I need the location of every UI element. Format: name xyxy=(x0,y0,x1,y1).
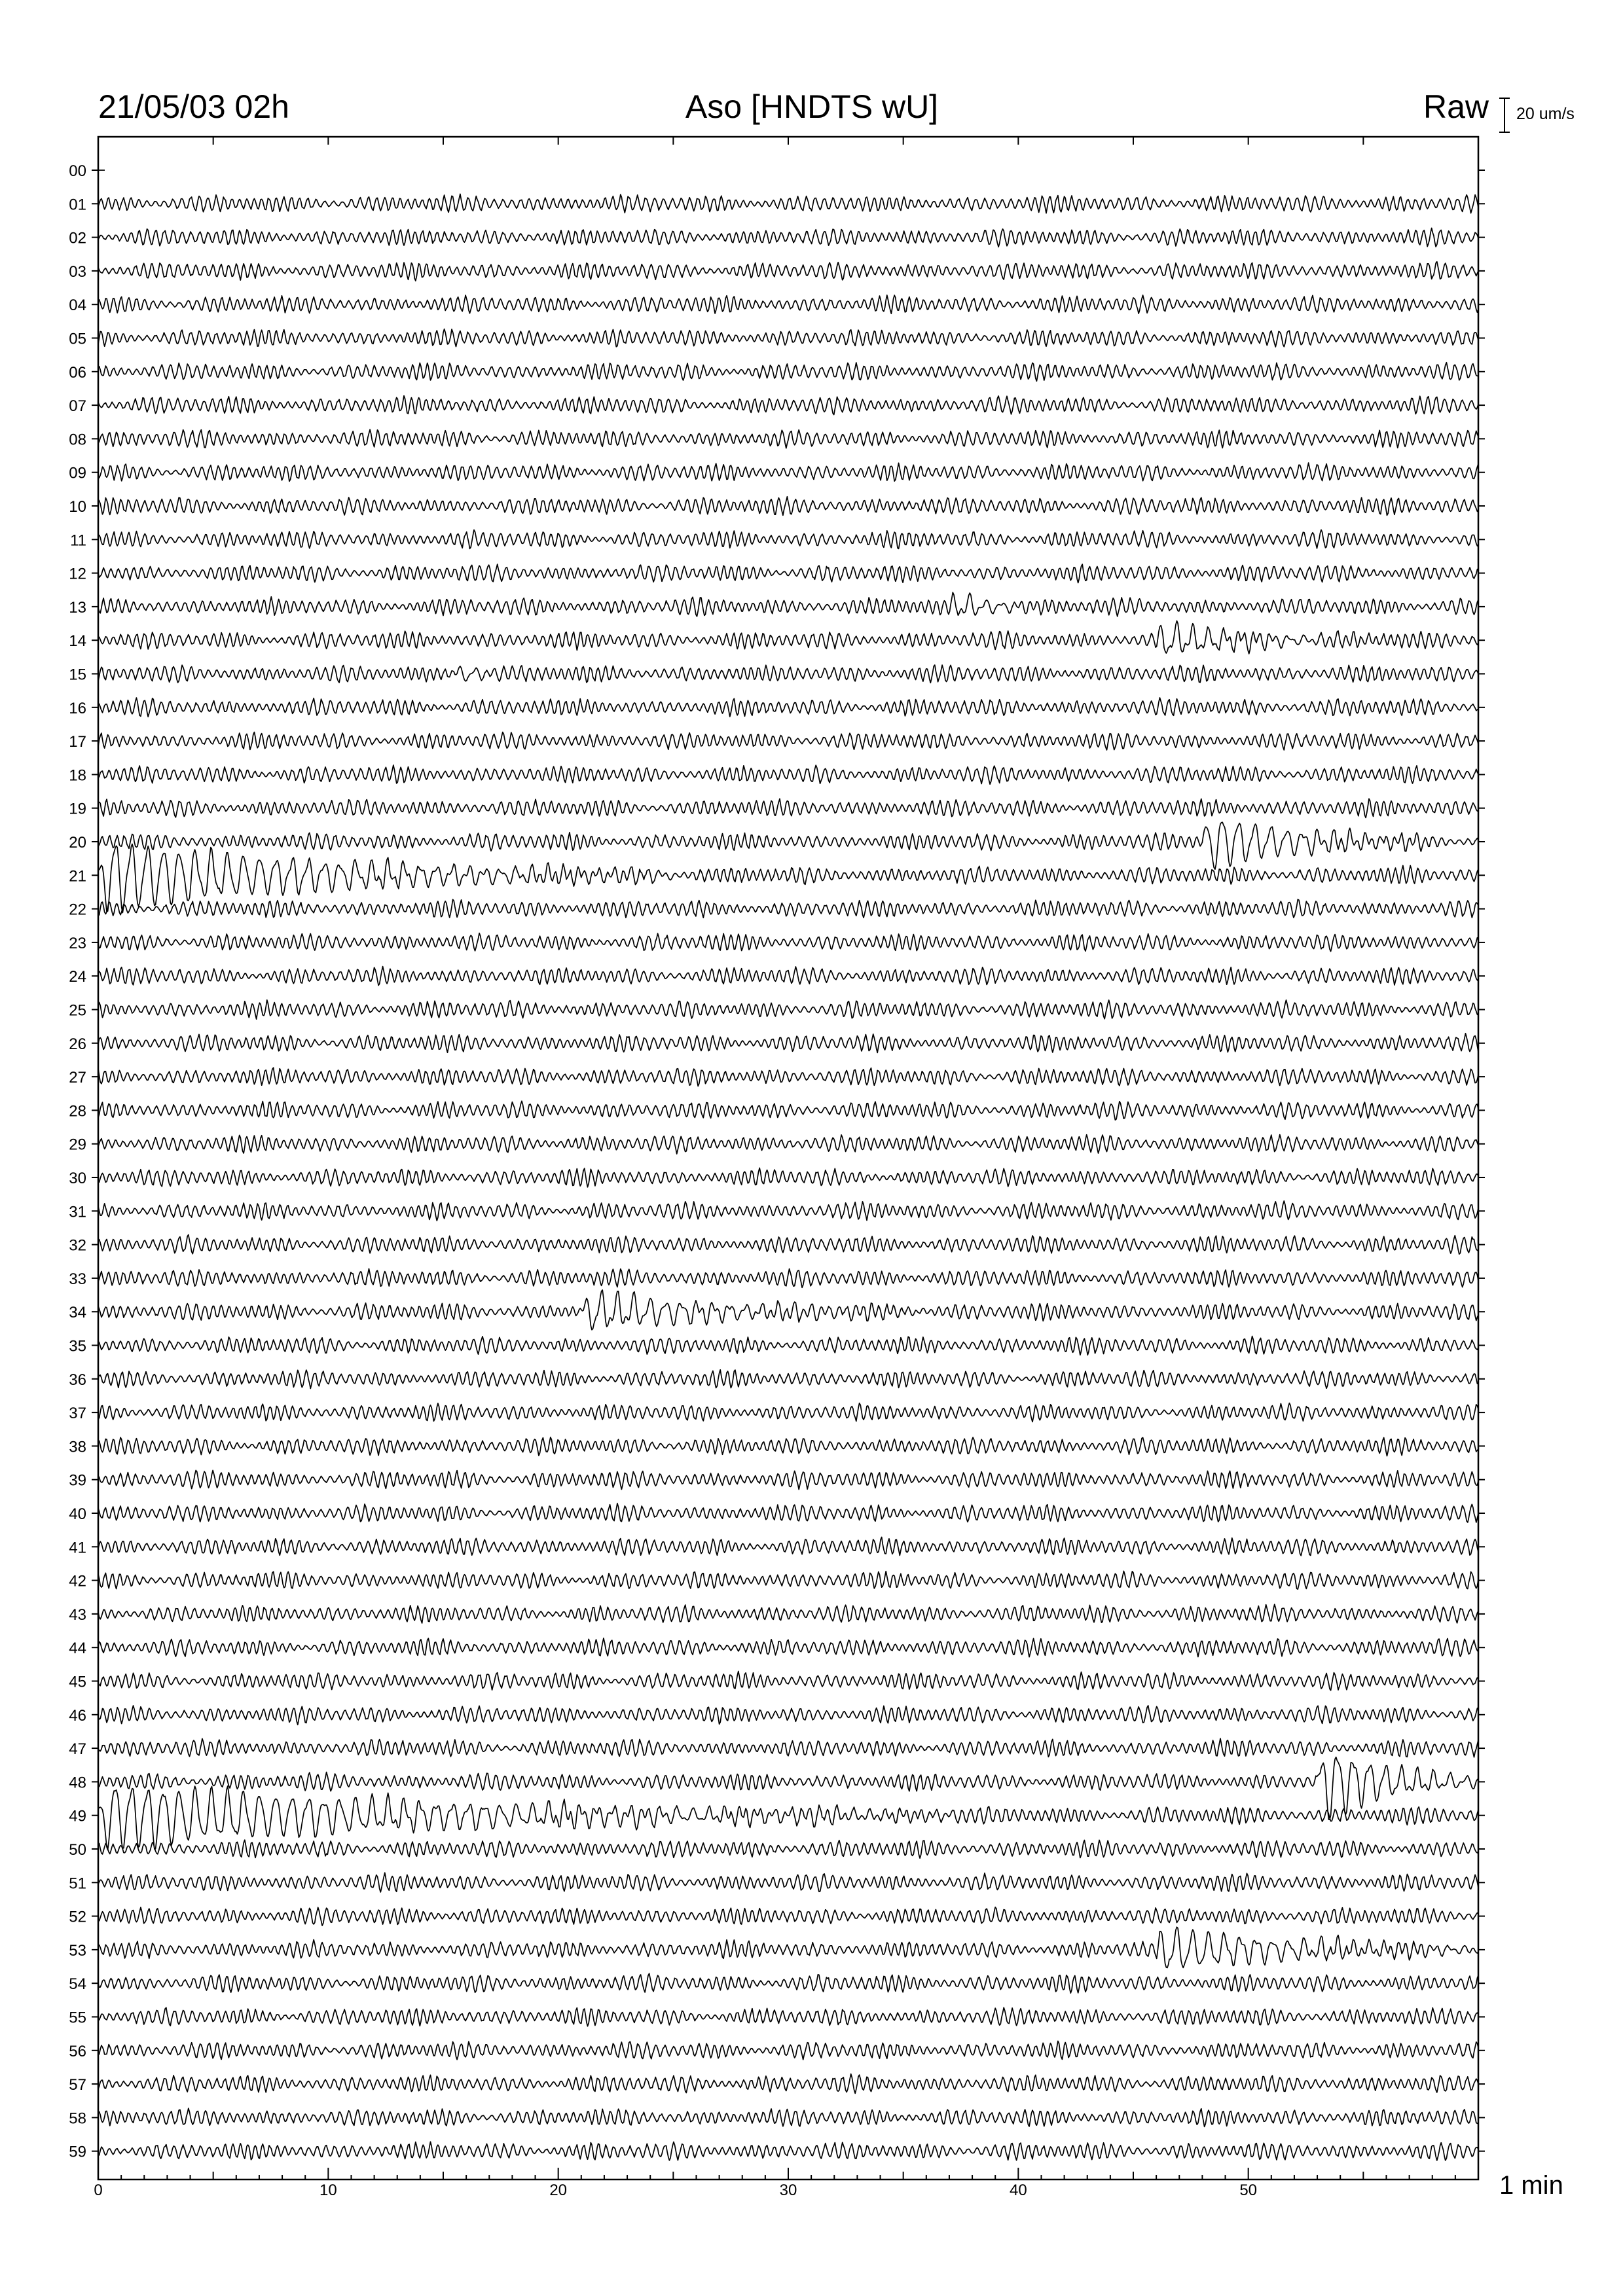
x-tick-label: 0 xyxy=(94,2181,103,2199)
row-label: 07 xyxy=(69,397,86,416)
row-label: 41 xyxy=(69,1539,86,1557)
row-label: 19 xyxy=(69,800,86,818)
row-label: 44 xyxy=(69,1640,86,1658)
trace-minute-24 xyxy=(98,967,1478,986)
trace-minute-31 xyxy=(98,1201,1478,1221)
row-label: 17 xyxy=(69,733,86,751)
row-label: 35 xyxy=(69,1337,86,1355)
trace-minute-43 xyxy=(98,1604,1478,1623)
trace-minute-45 xyxy=(98,1672,1478,1691)
trace-minute-37 xyxy=(98,1403,1478,1422)
x-tick-labels xyxy=(94,2181,1257,2199)
trace-minute-23 xyxy=(98,933,1478,952)
trace-minute-01 xyxy=(98,194,1478,213)
row-label: 22 xyxy=(69,901,86,919)
trace-minute-12 xyxy=(98,564,1478,583)
row-label: 23 xyxy=(69,934,86,952)
row-label: 03 xyxy=(69,262,86,281)
row-label: 25 xyxy=(69,1001,86,1020)
row-label: 57 xyxy=(69,2076,86,2094)
trace-minute-34 xyxy=(98,1290,1478,1330)
row-label: 36 xyxy=(69,1371,86,1389)
row-label: 58 xyxy=(69,2109,86,2128)
trace-minute-05 xyxy=(98,329,1478,347)
row-label: 00 xyxy=(69,162,86,180)
trace-minute-54 xyxy=(98,1973,1478,1993)
trace-minute-59 xyxy=(98,2142,1478,2161)
x-tick-label: 10 xyxy=(319,2181,337,2199)
row-label: 28 xyxy=(69,1102,86,1121)
mode-label: Raw xyxy=(1423,88,1489,125)
row-label: 40 xyxy=(69,1505,86,1523)
trace-minute-49 xyxy=(98,1786,1478,1850)
trace-minute-18 xyxy=(98,765,1478,784)
trace-minute-57 xyxy=(98,2074,1478,2094)
row-label: 37 xyxy=(69,1405,86,1423)
row-label: 47 xyxy=(69,1740,86,1759)
row-label: 52 xyxy=(69,1908,86,1926)
row-label: 26 xyxy=(69,1035,86,1053)
row-label: 34 xyxy=(69,1304,86,1322)
trace-minute-29 xyxy=(98,1135,1478,1154)
row-label: 08 xyxy=(69,431,86,449)
row-label: 12 xyxy=(69,565,86,583)
date-hour-title: 21/05/03 02h xyxy=(98,88,289,125)
trace-minute-30 xyxy=(98,1168,1478,1187)
row-label: 54 xyxy=(69,1975,86,1994)
trace-minute-51 xyxy=(98,1873,1478,1892)
trace-minute-21 xyxy=(98,844,1478,913)
trace-minute-47 xyxy=(98,1738,1478,1757)
row-label: 55 xyxy=(69,2009,86,2027)
row-label: 27 xyxy=(69,1069,86,1087)
row-label: 06 xyxy=(69,363,86,382)
trace-minute-20 xyxy=(98,822,1478,869)
row-label: 51 xyxy=(69,1874,86,1893)
row-label: 53 xyxy=(69,1941,86,1960)
row-label: 31 xyxy=(69,1203,86,1221)
trace-minute-25 xyxy=(98,1000,1478,1019)
trace-minute-55 xyxy=(98,2007,1478,2026)
row-label: 48 xyxy=(69,1774,86,1792)
trace-minute-41 xyxy=(98,1537,1478,1556)
trace-minute-16 xyxy=(98,698,1478,717)
trace-minute-44 xyxy=(98,1638,1478,1657)
trace-minute-02 xyxy=(98,228,1478,247)
row-label: 10 xyxy=(69,498,86,516)
trace-minute-04 xyxy=(98,295,1478,314)
row-label: 59 xyxy=(69,2143,86,2161)
trace-minute-19 xyxy=(98,798,1478,817)
x-tick-label: 20 xyxy=(549,2181,568,2199)
trace-minute-09 xyxy=(98,463,1478,481)
trace-minute-11 xyxy=(98,530,1478,549)
trace-minute-36 xyxy=(98,1370,1478,1389)
row-label: 18 xyxy=(69,766,86,785)
row-label: 45 xyxy=(69,1673,86,1691)
trace-minute-50 xyxy=(98,1840,1478,1858)
scale-bar xyxy=(1499,98,1510,132)
trace-minute-28 xyxy=(98,1101,1478,1120)
row-label: 16 xyxy=(69,699,86,717)
row-label: 01 xyxy=(69,196,86,214)
trace-minute-07 xyxy=(98,396,1478,415)
x-tick-label: 40 xyxy=(1009,2181,1027,2199)
row-label: 15 xyxy=(69,666,86,684)
trace-minute-33 xyxy=(98,1268,1478,1287)
row-label: 38 xyxy=(69,1438,86,1456)
trace-minute-06 xyxy=(98,363,1478,382)
row-label: 46 xyxy=(69,1706,86,1725)
row-label: 11 xyxy=(70,531,86,550)
row-label: 02 xyxy=(69,229,86,247)
row-label: 04 xyxy=(69,296,86,315)
trace-minute-17 xyxy=(98,732,1478,750)
trace-minute-58 xyxy=(98,2108,1478,2126)
row-label: 21 xyxy=(69,867,86,886)
trace-minute-32 xyxy=(98,1235,1478,1255)
row-label: 09 xyxy=(69,464,86,482)
trace-minute-13 xyxy=(98,592,1478,617)
x-tick-label: 30 xyxy=(779,2181,797,2199)
trace-minute-48 xyxy=(98,1757,1478,1820)
trace-minute-40 xyxy=(98,1503,1478,1522)
row-label: 29 xyxy=(69,1136,86,1154)
row-label: 33 xyxy=(69,1270,86,1288)
plot-frame xyxy=(98,137,1478,2179)
row-label: 14 xyxy=(69,632,86,651)
trace-minute-22 xyxy=(98,899,1478,918)
x-tick-label: 50 xyxy=(1239,2181,1258,2199)
amplitude-scale-label: 20 um/s xyxy=(1516,105,1575,123)
trace-minute-15 xyxy=(98,665,1478,683)
trace-minute-03 xyxy=(98,262,1478,281)
row-label: 39 xyxy=(69,1471,86,1490)
trace-minute-35 xyxy=(98,1336,1478,1355)
row-label: 56 xyxy=(69,2042,86,2060)
trace-minute-27 xyxy=(98,1067,1478,1086)
trace-minute-52 xyxy=(98,1907,1478,1926)
trace-minute-56 xyxy=(98,2041,1478,2060)
trace-minute-53 xyxy=(98,1927,1478,1967)
x-axis-unit-label: 1 min xyxy=(1499,2171,1563,2200)
trace-minute-08 xyxy=(98,429,1478,448)
trace-minute-14 xyxy=(98,621,1478,654)
row-label: 24 xyxy=(69,968,86,986)
trace-minute-10 xyxy=(98,497,1478,516)
row-label: 13 xyxy=(69,598,86,617)
row-labels xyxy=(69,162,86,2161)
row-label: 50 xyxy=(69,1841,86,1859)
station-title: Aso [HNDTS wU] xyxy=(685,88,939,125)
row-label: 43 xyxy=(69,1605,86,1624)
row-label: 30 xyxy=(69,1170,86,1187)
trace-minute-42 xyxy=(98,1571,1478,1589)
trace-minute-39 xyxy=(98,1471,1478,1490)
row-label: 20 xyxy=(69,834,86,852)
row-label: 32 xyxy=(69,1236,86,1255)
row-label: 42 xyxy=(69,1572,86,1590)
waveform-traces xyxy=(98,170,1478,2161)
row-label: 49 xyxy=(69,1807,86,1825)
trace-minute-26 xyxy=(98,1033,1478,1053)
trace-minute-46 xyxy=(98,1706,1478,1725)
trace-minute-38 xyxy=(98,1437,1478,1456)
row-label: 05 xyxy=(69,330,86,348)
